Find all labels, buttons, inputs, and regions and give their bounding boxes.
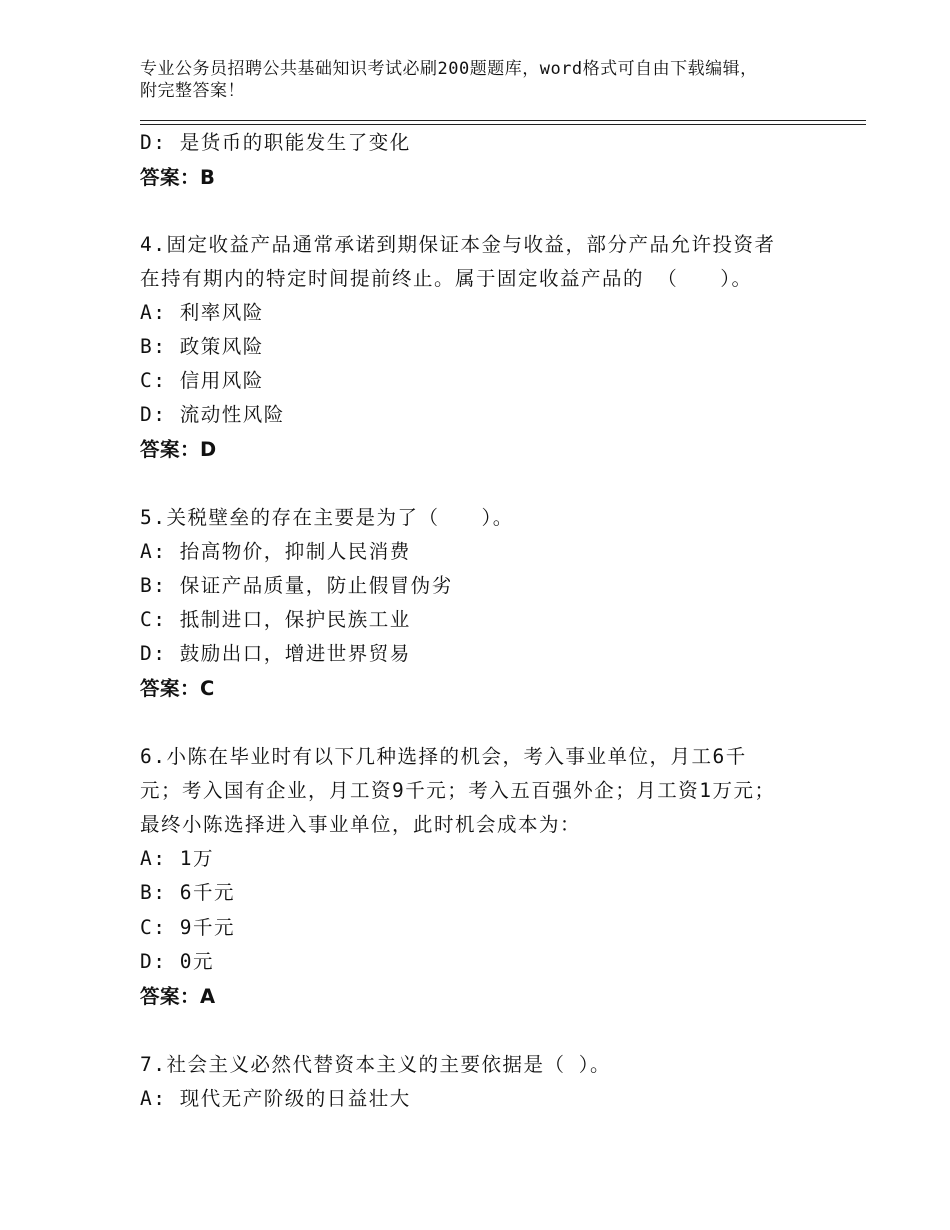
q5-option-a: A: 抬高物价，抑制人民消费: [140, 540, 411, 563]
q6-stem-line-2: 元；考入国有企业，月工资9千元；考入五百强外企；月工资1万元；: [140, 779, 776, 802]
header-line-1: 专业公务员招聘公共基础知识考试必刷200题题库，word格式可自由下载编辑，: [140, 59, 758, 79]
q4-option-a: A: 利率风险: [140, 301, 264, 324]
header-divider-bottom: [140, 124, 866, 125]
q4-stem-line-2: 在持有期内的特定时间提前终止。属于固定收益产品的 （ ）。: [140, 267, 753, 290]
header-divider-top: [140, 120, 866, 121]
q4-answer: 答案：D: [140, 438, 217, 461]
q5-option-b: B: 保证产品质量，防止假冒伪劣: [140, 574, 453, 597]
document-header: [140, 58, 840, 102]
q6-option-c: C: 9千元: [140, 916, 235, 939]
q7-stem: 7.社会主义必然代替资本主义的主要依据是（ ）。: [140, 1053, 611, 1076]
q3-answer: 答案：B: [140, 166, 216, 189]
q5-stem: 5.关税壁垒的存在主要是为了（ ）。: [140, 506, 514, 529]
q5-option-c: C: 抵制进口，保护民族工业: [140, 608, 411, 631]
q6-answer: 答案：A: [140, 985, 216, 1008]
q6-option-d: D: 0元: [140, 950, 214, 973]
q4-option-d: D: 流动性风险: [140, 403, 285, 426]
q4-stem-line-1: 4.固定收益产品通常承诺到期保证本金与收益，部分产品允许投资者: [140, 233, 776, 256]
header-line-2: 附完整答案！: [140, 81, 245, 101]
q5-answer: 答案：C: [140, 677, 215, 700]
q6-stem-line-1: 6.小陈在毕业时有以下几种选择的机会，考入事业单位，月工6千: [140, 745, 747, 768]
q7-option-a: A: 现代无产阶级的日益壮大: [140, 1087, 411, 1110]
q6-option-b: B: 6千元: [140, 881, 235, 904]
q3-option-d: D: 是货币的职能发生了变化: [140, 131, 411, 154]
q4-option-b: B: 政策风险: [140, 335, 264, 358]
q6-stem-line-3: 最终小陈选择进入事业单位，此时机会成本为：: [140, 813, 582, 836]
q4-option-c: C: 信用风险: [140, 369, 264, 392]
q5-option-d: D: 鼓励出口，增进世界贸易: [140, 642, 411, 665]
q6-option-a: A: 1万: [140, 847, 214, 870]
